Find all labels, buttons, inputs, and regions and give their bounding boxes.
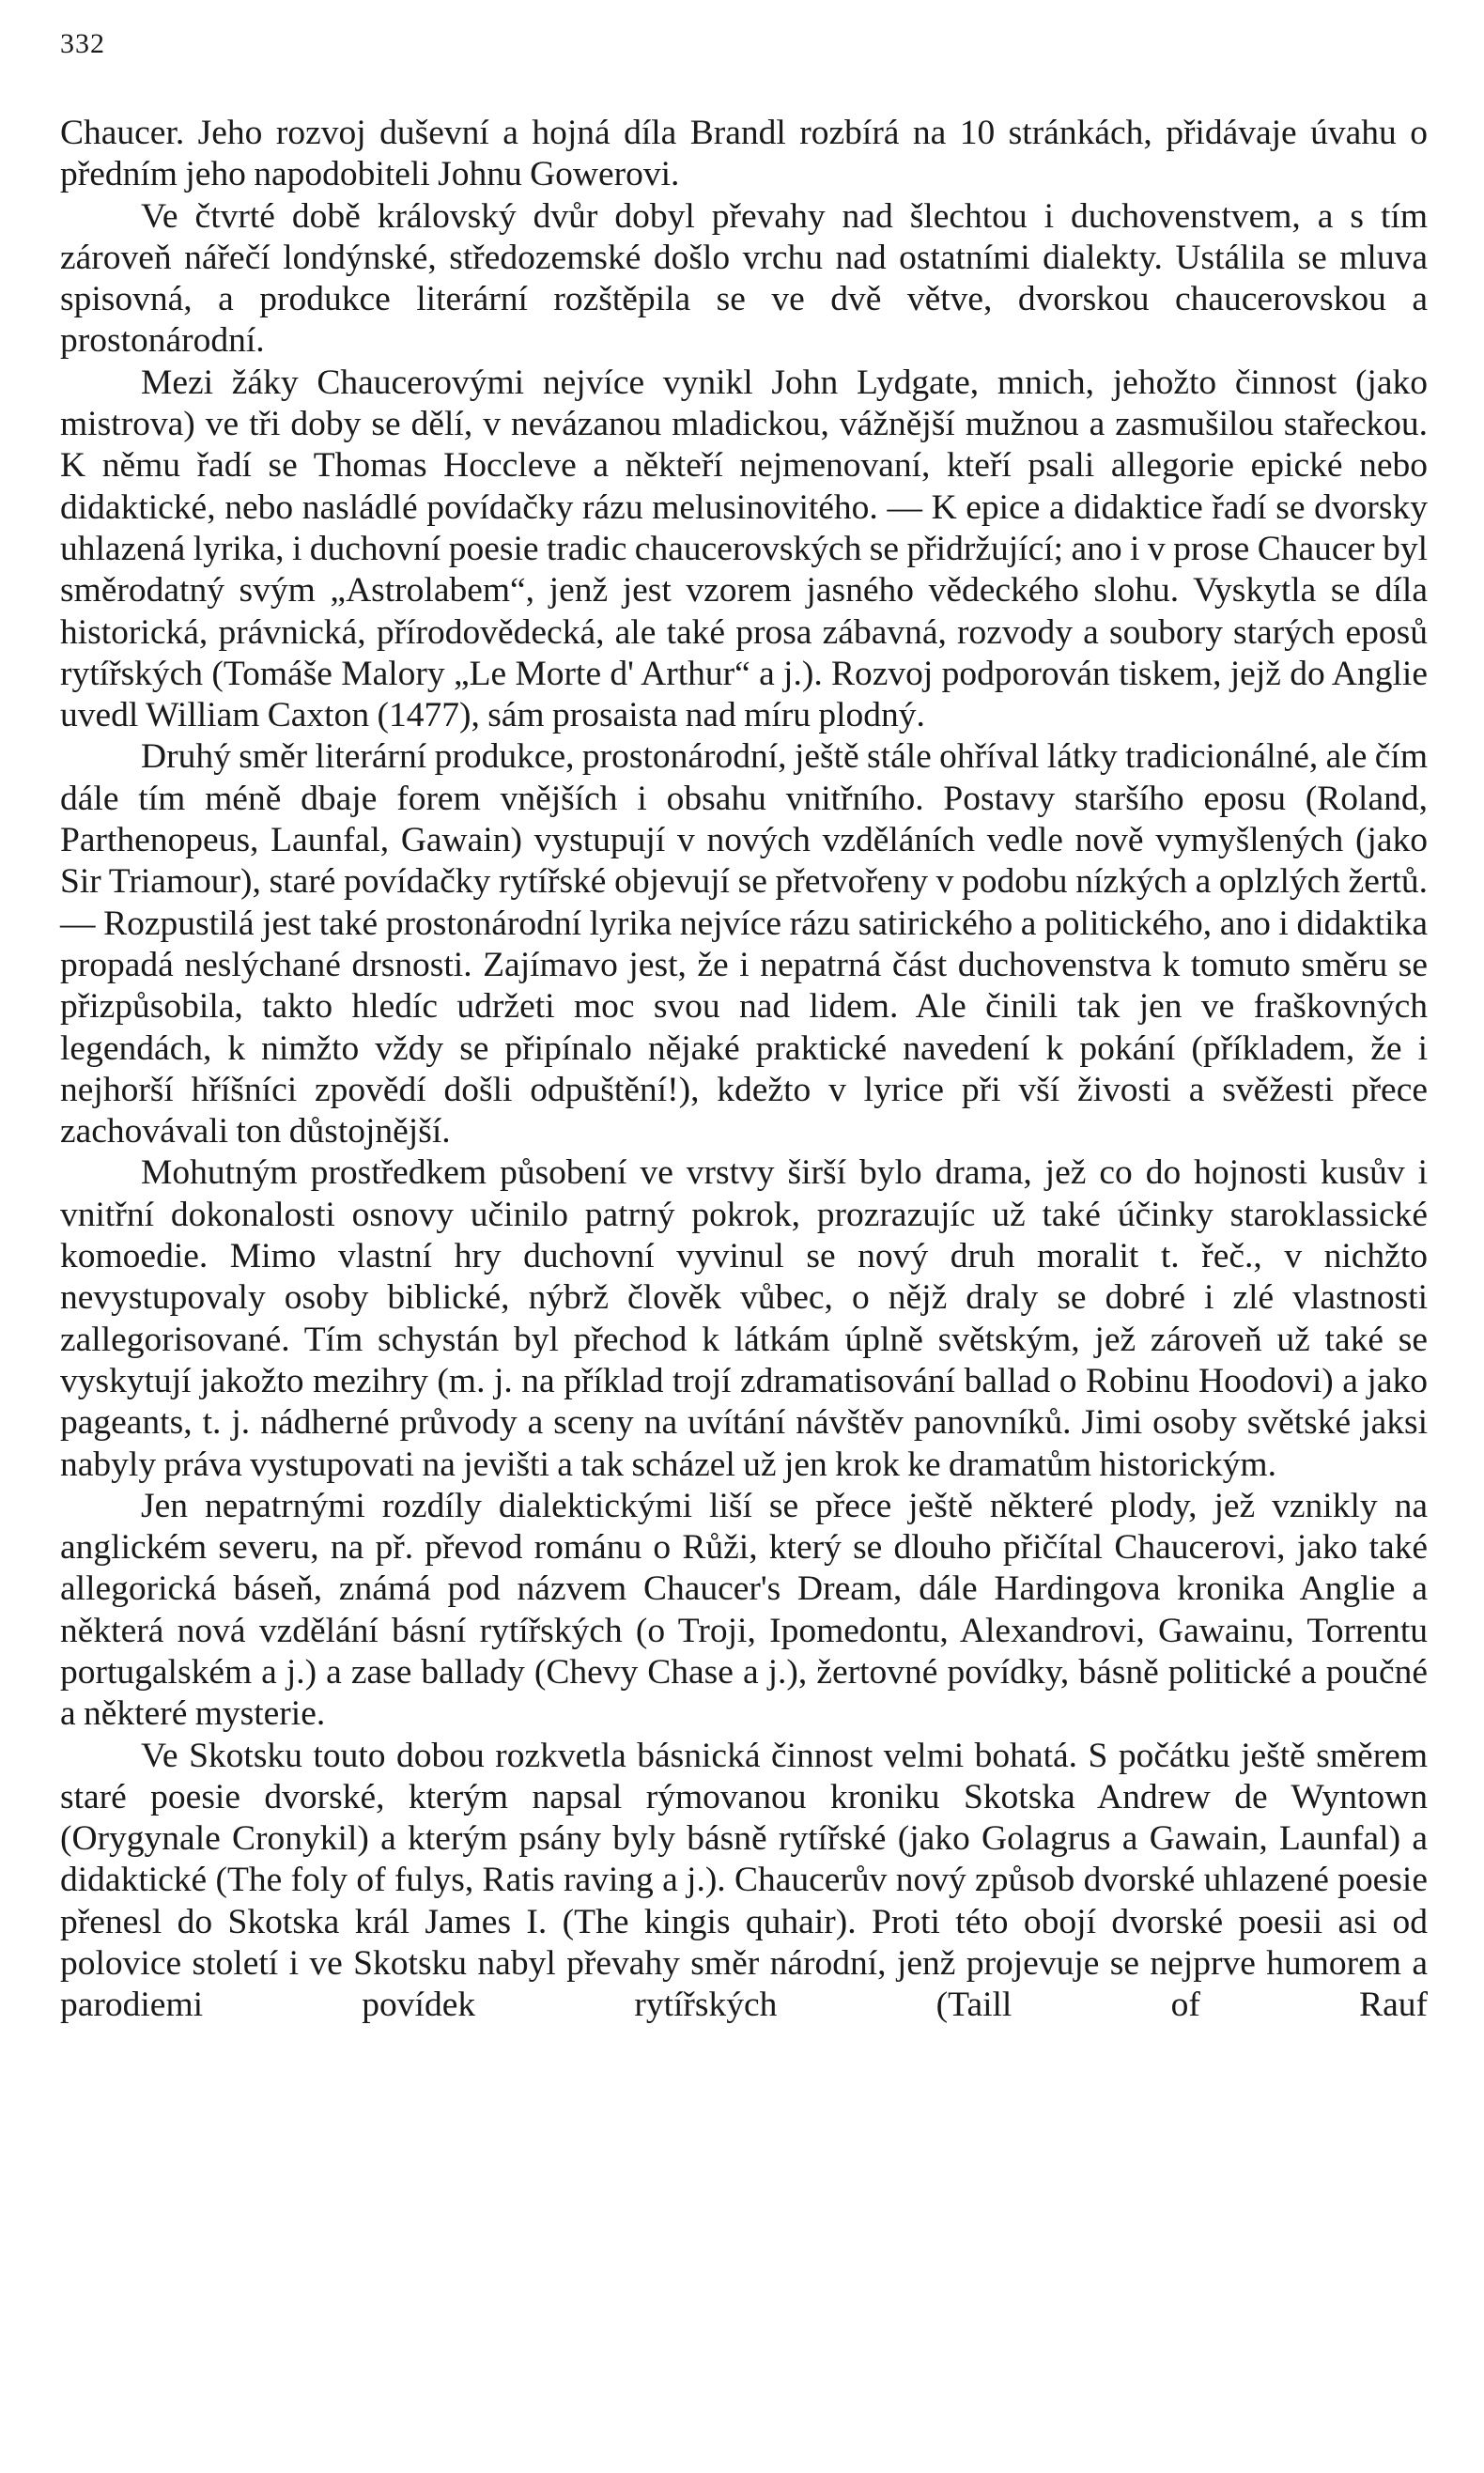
paragraph-1: Chaucer. Jeho rozvoj duševní a hojná díla Brandl rozbírá na 10 stránkách, přidávaje úvahu o předním jeho napodobiteli Johnu Gowerovi. xyxy=(60,114,1428,194)
paragraph-2: Ve čtvrté době královský dvůr dobyl převahy nad šlechtou i duchovenstvem, a s tím zároveň nářečí londýnské, středozemské došlo vrchu nad ostatními dialekty. Ustálila se mluva spisovná, a produkce literární rozštěpila se ve dvě větve, dvorskou chaucerovskou a prostonárodní. xyxy=(60,196,1428,361)
paragraph-5: Mohutným prostředkem působení ve vrstvy širší bylo drama, jež co do hojnosti kusův i vnitřní dokonalosti osnovy učinilo patrný pokrok, prozrazujíc už také účinky staroklassické komoedie. Mimo vlastní hry duchovní vyvinul se nový druh moralit t. řeč., v nichžto nevystupovaly osoby biblické, nýbrž člověk vůbec, o nějž draly se dobré i zlé vlastnosti zallegorisované. Tím schystán byl přechod k látkám úplně světským, jež zároveň už také se vyskytují jakožto mezihry (m. j. na příklad trojí zdramatisování ballad o Robinu Hoodovi) a jako pageants, t. j. nádherné průvody a sceny na uvítání návštěv panovníků. Jimi osoby světské jaksi nabyly práva vystupovati na jevišti a tak scházel už jen krok ke dramatům historickým. xyxy=(60,1153,1428,1484)
paragraph-4: Druhý směr literární produkce, prostonárodní, ještě stále ohříval látky tradicionálné, ale čím dále tím méně dbaje forem vnějších i obsahu vnitřního. Postavy staršího eposu (Roland, Parthenopeus, Launfal, Gawain) vystupují v nových vzděláních vedle nově vymyšlených (jako Sir Triamour), staré povídačky rytířské objevují se přetvořeny v podobu nízkých a oplzlých žertů. — Rozpustilá jest také prostonárodní lyrika nejvíce rázu satirického a politického, ano i didaktika propadá neslýchané drsnosti. Zajímavo jest, že i nepatrná část duchovenstva k tomuto směru se přizpůsobila, takto hledíc udržeti moc svou nad lidem. Ale činili tak jen ve fraškovných legendách, k nimžto vždy se připínalo nějaké praktické navedení k pokání (příkladem, že i nejhorší hříšníci zpovědí došli odpuštění!), kdežto v lyrice při vší živosti a svěžesti přece zachovávali ton důstojnější. xyxy=(60,737,1428,1151)
paragraph-7: Ve Skotsku touto dobou rozkvetla básnická činnost velmi bohatá. S počátku ještě směrem staré poesie dvorské, kterým napsal rýmovanou kroniku Skotska Andrew de Wyntown (Orygynale Cronykil) a kterým psány byly básně rytířské (jako Golagrus a Gawain, Launfal) a didaktické (The foly of fulys, Ratis raving a j.). Chaucerův nový způsob dvorské uhlazené poesie přenesl do Skotska král James I. (The kingis quhair). Proti této obojí dvorské poesii asi od polovice století i ve Skotsku nabyl převahy směr národní, jenž projevuje se nejprve humorem a parodiemi povídek rytířských (Taill of Rauf xyxy=(60,1736,1428,2025)
paragraph-6: Jen nepatrnými rozdíly dialektickými liší se přece ještě některé plody, jež vznikly na anglickém severu, na př. převod románu o Růži, který se dlouho přičítal Chaucerovi, jako také allegorická báseň, známá pod názvem Chaucer's Dream, dále Hardingova kronika Anglie a některá nová vzdělání básní rytířských (o Troji, Ipomedontu, Alexandrovi, Gawainu, Torrentu portugalském a j.) a zase ballady (Chevy Chase a j.), žertovné povídky, básně politické a poučné a některé mysterie. xyxy=(60,1486,1428,1734)
paragraph-3: Mezi žáky Chaucerovými nejvíce vynikl John Lydgate, mnich, jehožto činnost (jako mistrova) ve tři doby se dělí, v nevázanou mladickou, vážnější mužnou a zasmušilou stařeckou. K němu řadí se Thomas Hoccleve a někteří nejmenovaní, kteří psali allegorie epické nebo didaktické, nebo nasládlé povídačky rázu melusinovitého. — K epice a didaktice řadí se dvorsky uhlazená lyrika, i duchovní poesie tradic chaucerovských se přidržující; ano i v prose Chaucer byl směrodatný svým „Astrolabem“, jenž jest vzorem jasného vědeckého slohu. Vyskytla se díla historická, právnická, přírodovědecká, ale také prosa zábavná, rozvody a soubory starých eposů rytířských (Tomáše Malory „Le Morte d' Arthur“ a j.). Rozvoj podporován tiskem, jejž do Anglie uvedl William Caxton (1477), sám prosaista nad míru plodný. xyxy=(60,363,1428,735)
page-number: 332 xyxy=(60,28,105,59)
body-text xyxy=(60,113,1428,2027)
